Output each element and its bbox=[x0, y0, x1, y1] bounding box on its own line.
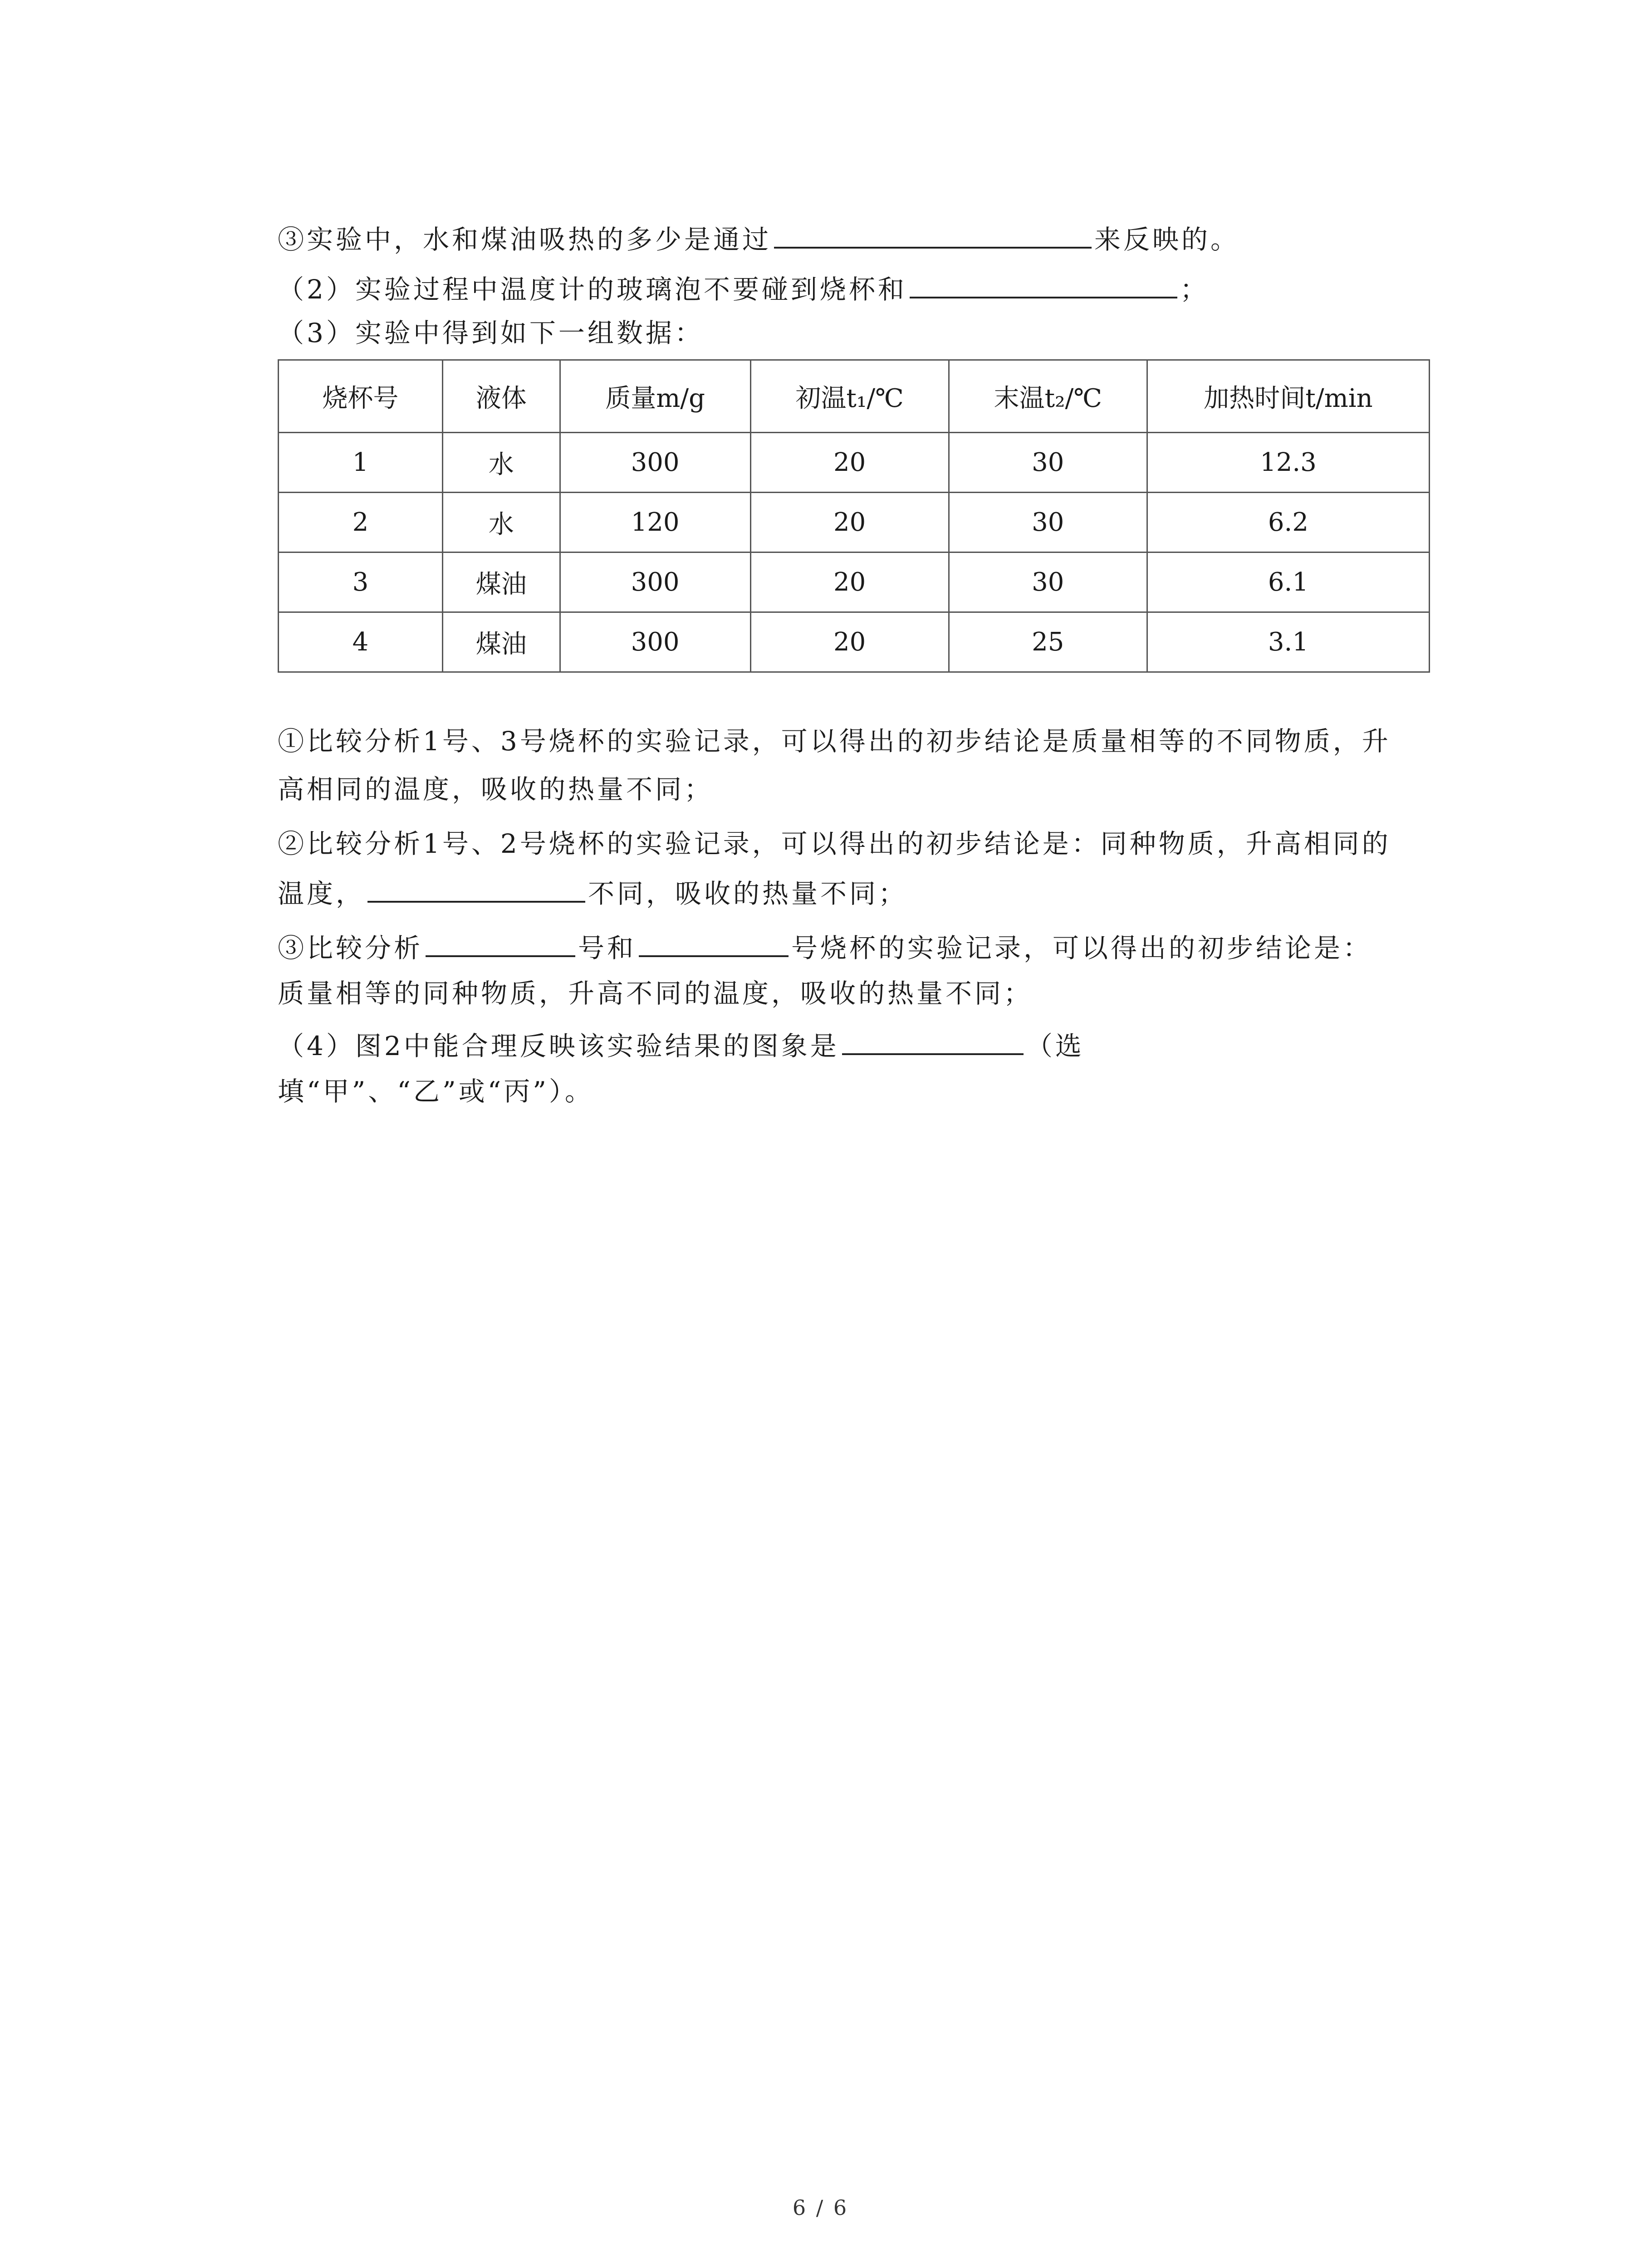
q1-item3-text-after: 来反映的。 bbox=[1094, 224, 1240, 255]
q2-answer-blank[interactable] bbox=[910, 269, 1177, 298]
conclusion-3-line-1 bbox=[278, 928, 1372, 966]
conclusion-3-line-2: 质量相等的同种物质，升高不同的温度，吸收的热量不同； bbox=[278, 978, 1033, 1009]
table-cell: 25 bbox=[949, 612, 1147, 672]
table-cell: 20 bbox=[750, 433, 949, 493]
table-cell: 120 bbox=[560, 493, 750, 552]
table-row bbox=[279, 552, 1430, 612]
table-cell: 20 bbox=[750, 552, 949, 612]
table-cell: 20 bbox=[750, 493, 949, 552]
table-row bbox=[279, 493, 1430, 552]
table-cell: 30 bbox=[949, 552, 1147, 612]
data-table bbox=[278, 359, 1430, 673]
table-row bbox=[279, 612, 1430, 672]
q4-line-2: 填“甲”、“乙”或“丙”）。 bbox=[278, 1076, 594, 1107]
table-cell: 3 bbox=[279, 552, 443, 612]
conclusion-1-line-2: 高相同的温度，吸收的热量不同； bbox=[278, 774, 714, 805]
q1-item3-answer-blank[interactable] bbox=[774, 220, 1092, 249]
table-cell: 3.1 bbox=[1147, 612, 1429, 672]
table-header-row bbox=[279, 360, 1430, 433]
conclusion-2-line-1: ②比较分析1号、2号烧杯的实验记录，可以得出的初步结论是：同种物质，升高相同的 bbox=[278, 828, 1391, 859]
conclusion-3-text-before: ③比较分析 bbox=[278, 933, 423, 963]
table-header-cell: 初温t₁/℃ bbox=[750, 360, 949, 433]
table-cell: 煤油 bbox=[442, 612, 560, 672]
conclusion-2-answer-blank[interactable] bbox=[367, 874, 585, 903]
table-header-cell: 液体 bbox=[442, 360, 560, 433]
conclusion-3-text-after: 号烧杯的实验记录，可以得出的初步结论是： bbox=[791, 933, 1372, 963]
table-cell: 水 bbox=[442, 433, 560, 493]
q2-text-after: ； bbox=[1180, 274, 1209, 305]
table-cell: 4 bbox=[279, 612, 443, 672]
table-cell: 1 bbox=[279, 433, 443, 493]
q2-line bbox=[278, 269, 1209, 308]
table-cell: 6.2 bbox=[1147, 493, 1429, 552]
q4-line-1 bbox=[278, 1026, 1084, 1064]
conclusion-3-answer-blank-1[interactable] bbox=[426, 928, 575, 957]
q4-answer-blank[interactable] bbox=[842, 1026, 1024, 1055]
table-cell: 煤油 bbox=[442, 552, 560, 612]
table-cell: 300 bbox=[560, 433, 750, 493]
q1-item3-text-before: ③实验中，水和煤油吸热的多少是通过 bbox=[278, 224, 772, 255]
q2-text-before: （2）实验过程中温度计的玻璃泡不要碰到烧杯和 bbox=[278, 274, 907, 305]
table-cell: 300 bbox=[560, 612, 750, 672]
conclusion-2-text-before: 温度， bbox=[278, 878, 365, 909]
conclusion-2-text-after: 不同，吸收的热量不同； bbox=[588, 878, 908, 909]
conclusion-1-line-1: ①比较分析1号、3号烧杯的实验记录，可以得出的初步结论是质量相等的不同物质，升 bbox=[278, 726, 1391, 757]
q1-item3-line bbox=[278, 220, 1239, 258]
table-cell: 12.3 bbox=[1147, 433, 1429, 493]
q4-text-after: （选 bbox=[1026, 1031, 1084, 1061]
table-header-cell: 加热时间t/min bbox=[1147, 360, 1429, 433]
conclusion-2-line-2 bbox=[278, 874, 907, 912]
conclusion-3-text-mid: 号和 bbox=[578, 933, 637, 963]
q4-text-before: （4）图2中能合理反映该实验结果的图象是 bbox=[278, 1031, 839, 1061]
table-cell: 2 bbox=[279, 493, 443, 552]
table-cell: 20 bbox=[750, 612, 949, 672]
table-cell: 30 bbox=[949, 493, 1147, 552]
table-cell: 300 bbox=[560, 552, 750, 612]
table-header-cell: 质量m/g bbox=[560, 360, 750, 433]
q3-intro: （3）实验中得到如下一组数据： bbox=[278, 318, 704, 348]
table-row bbox=[279, 433, 1430, 493]
table-header-cell: 烧杯号 bbox=[279, 360, 443, 433]
table-header-cell: 末温t₂/℃ bbox=[949, 360, 1147, 433]
table-cell: 6.1 bbox=[1147, 552, 1429, 612]
page-number: 6 / 6 bbox=[792, 2195, 849, 2220]
conclusion-3-answer-blank-2[interactable] bbox=[639, 928, 789, 957]
table-cell: 水 bbox=[442, 493, 560, 552]
table-cell: 30 bbox=[949, 433, 1147, 493]
